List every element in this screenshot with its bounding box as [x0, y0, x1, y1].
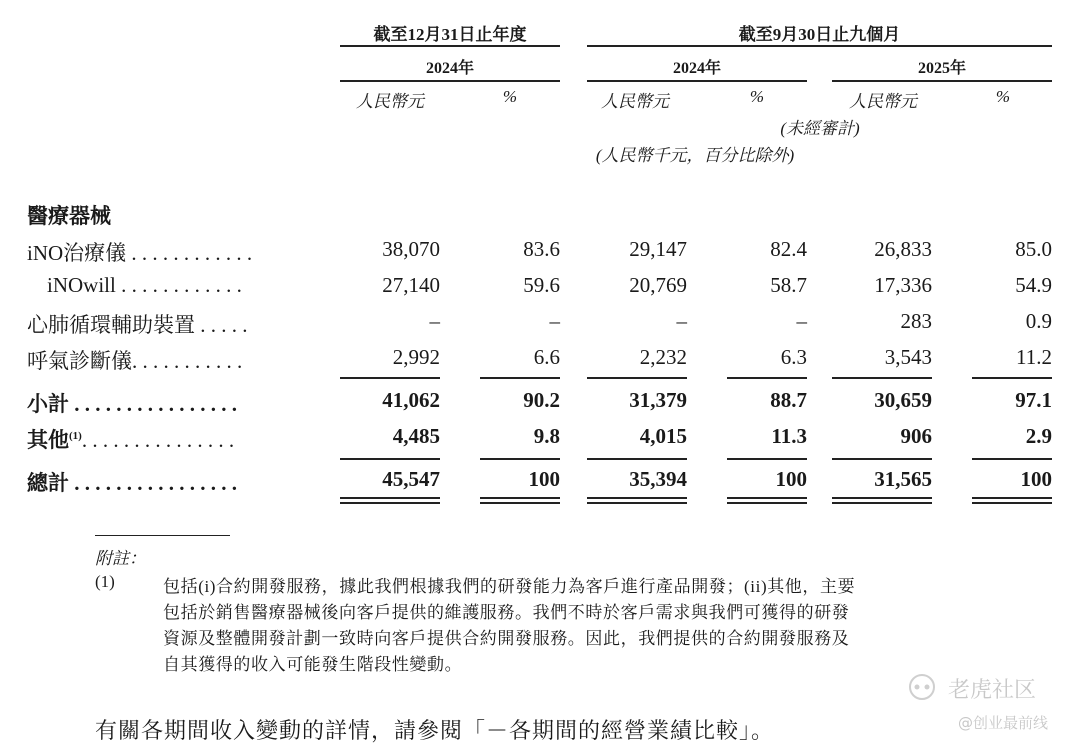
cell-value: 2,992: [392, 345, 440, 369]
cell-value: 38,070: [382, 237, 440, 261]
cell-value: 82.4: [770, 237, 807, 261]
note-index: (1): [95, 572, 115, 591]
rule-total-6: [972, 458, 1052, 460]
note-line: 包括於銷售醫療器械後向客戶提供的維護服務。我們不時於客戶需求與我們可獲得的研發: [163, 603, 850, 622]
rule-total-2: [480, 458, 560, 460]
note-line: 資源及整體開發計劃一致時向客戶提供合約開發服務。因此，我們提供的合約開發服務及: [163, 629, 850, 648]
rule-total-1: [340, 458, 440, 460]
cell-value: 30,659: [874, 388, 932, 412]
row-label-dots: . . . . . . . . . . . . . . .: [81, 428, 235, 452]
row-label: 小計 . . . . . . . . . . . . . . . .: [27, 392, 237, 416]
unit-pct-2: %: [749, 87, 765, 106]
row-label: [27, 424, 234, 454]
cell-value: 11.2: [1016, 345, 1052, 369]
double-rule-5a: [832, 497, 932, 499]
cell-value: 9.8: [533, 424, 560, 448]
cell-value: 88.7: [770, 388, 807, 412]
double-rule-1a: [340, 497, 440, 499]
table-row-breath: [0, 345, 1080, 375]
rule-subtotal-5: [832, 377, 932, 379]
table-row-total: [0, 467, 1080, 497]
cell-value: 100: [775, 467, 807, 491]
double-rule-4b: [727, 502, 807, 504]
cell-value: 41,062: [382, 388, 440, 412]
unit-rmb-1: 人民幣元: [356, 92, 424, 111]
rule-subtotal-2: [480, 377, 560, 379]
cell-value: 20,769: [629, 273, 687, 297]
rule-nine-months: [587, 45, 1052, 47]
cell-value: 100: [1020, 467, 1052, 491]
cell-value: 85.0: [1015, 237, 1052, 261]
cell-value: 4,015: [639, 424, 687, 448]
unit-pct-1: %: [502, 87, 518, 106]
unit-rmb-2: 人民幣元: [601, 92, 669, 111]
rule-total-5: [832, 458, 932, 460]
row-label-text: 其他: [27, 428, 69, 452]
year-header-3: 2025年: [917, 60, 966, 77]
double-rule-4a: [727, 497, 807, 499]
double-rule-1b: [340, 502, 440, 504]
rule-subtotal-1: [340, 377, 440, 379]
rule-year-end: [340, 45, 560, 47]
cell-value: 54.9: [1015, 273, 1052, 297]
cell-value: 3,543: [884, 345, 932, 369]
cell-value: 97.1: [1015, 388, 1052, 412]
table-row-subtotal: [0, 388, 1080, 418]
cell-value: 17,336: [874, 273, 932, 297]
cell-value: 2.9: [1025, 424, 1052, 448]
double-rule-6a: [972, 497, 1052, 499]
note-line: 包括(i)合約開發服務，據此我們根據我們的研發能力為客戶進行產品開發；(ii)其他，主要: [163, 577, 856, 596]
rule-total-4: [727, 458, 807, 460]
unit-note: (人民幣千元，百分比除外): [595, 146, 795, 165]
section-title: 醫療器械: [27, 204, 111, 228]
cell-value: 29,147: [629, 237, 687, 261]
cell-value: 6.3: [780, 345, 807, 369]
double-rule-2a: [480, 497, 560, 499]
cell-value: 100: [528, 467, 560, 491]
cell-value: –: [429, 309, 440, 333]
unit-rmb-3: 人民幣元: [849, 92, 917, 111]
unit-pct-3: %: [995, 87, 1011, 106]
closing-paragraph: 有關各期間收入變動的詳情，請參閱「－各期間的經營業績比較」。: [95, 718, 775, 743]
rule-subtotal-6: [972, 377, 1052, 379]
rule-year-3: [832, 80, 1052, 82]
rule-total-3: [587, 458, 687, 460]
year-header-1: 2024年: [425, 60, 474, 77]
cell-value: –: [549, 309, 560, 333]
rule-year-2: [587, 80, 807, 82]
header-year-end: 截至12月31日止年度: [373, 25, 527, 44]
table-row-inowill: [0, 273, 1080, 303]
cell-value: –: [796, 309, 807, 333]
table-row-others: [0, 424, 1080, 454]
row-label: 總計 . . . . . . . . . . . . . . . .: [27, 471, 237, 495]
header-nine-months: 截至9月30日止九個月: [738, 25, 901, 44]
cell-value: 0.9: [1025, 309, 1052, 333]
cell-value: –: [676, 309, 687, 333]
cell-value: 2,232: [639, 345, 687, 369]
cell-value: 83.6: [523, 237, 560, 261]
note-line: 自其獲得的收入可能發生階段性變動。: [163, 655, 463, 674]
row-label: 心肺循環輔助裝置 . . . . .: [27, 313, 248, 337]
watermark-handle: @创业最前线: [958, 714, 1049, 732]
cell-value: 31,565: [874, 467, 932, 491]
cell-value: 58.7: [770, 273, 807, 297]
cell-value: 11.3: [771, 424, 807, 448]
cell-value: 4,485: [392, 424, 440, 448]
cell-value: 27,140: [382, 273, 440, 297]
rule-year-1: [340, 80, 560, 82]
double-rule-3a: [587, 497, 687, 499]
table-row-ino: [0, 237, 1080, 267]
cell-value: 35,394: [629, 467, 687, 491]
cell-value: 90.2: [523, 388, 560, 412]
cell-value: 59.6: [523, 273, 560, 297]
row-label: iNO治療儀 . . . . . . . . . . . .: [27, 241, 253, 265]
watermark-brand: 老虎社区: [948, 678, 1037, 703]
year-header-2: 2024年: [672, 60, 721, 77]
cell-value: 906: [900, 424, 932, 448]
double-rule-5b: [832, 502, 932, 504]
cell-value: 283: [900, 309, 932, 333]
cell-value: 26,833: [874, 237, 932, 261]
watermark-logo-icon: [905, 672, 939, 702]
notes-heading: 附註：: [95, 549, 146, 568]
rule-subtotal-4: [727, 377, 807, 379]
cell-value: 6.6: [533, 345, 560, 369]
rule-subtotal-3: [587, 377, 687, 379]
notes-divider: [95, 535, 230, 536]
double-rule-2b: [480, 502, 560, 504]
double-rule-3b: [587, 502, 687, 504]
unaudited-note: (未經審計): [780, 119, 860, 138]
row-label: iNOwill . . . . . . . . . . . .: [47, 273, 242, 297]
cell-value: 31,379: [629, 388, 687, 412]
table-row-cardio: [0, 309, 1080, 339]
double-rule-6b: [972, 502, 1052, 504]
footnote-ref: (1): [69, 430, 82, 442]
cell-value: 45,547: [382, 467, 440, 491]
row-label: 呼氣診斷儀. . . . . . . . . . .: [27, 349, 243, 373]
